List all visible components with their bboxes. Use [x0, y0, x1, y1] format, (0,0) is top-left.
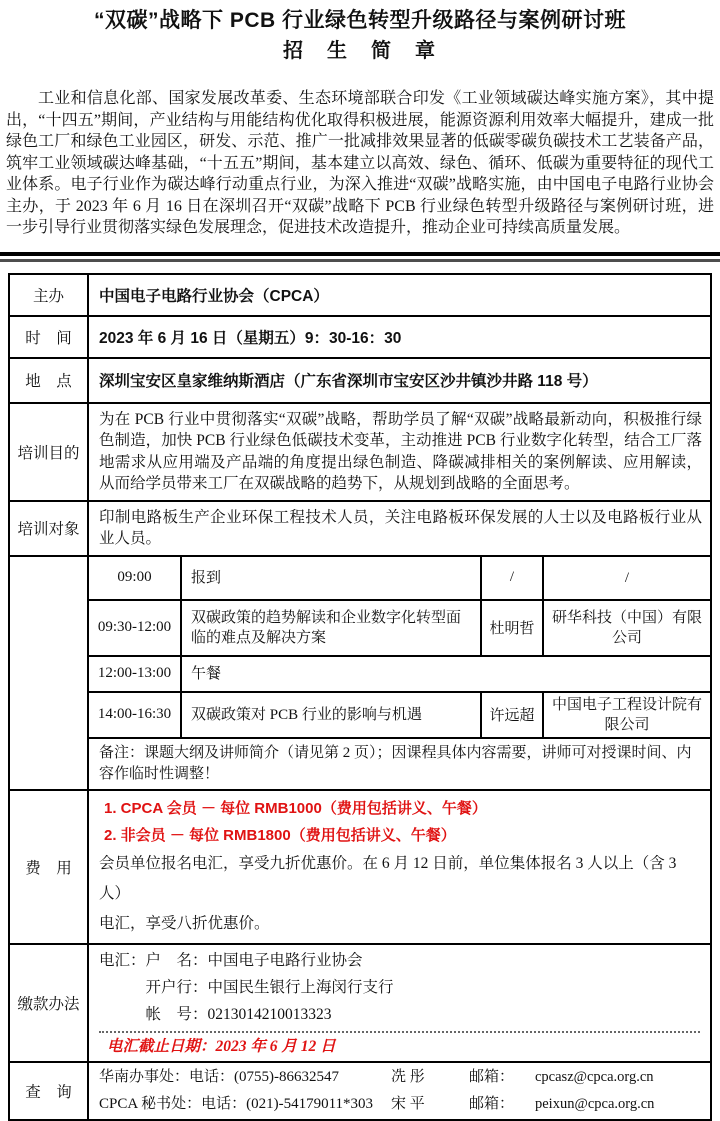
contact-person: 宋 平 [391, 1095, 425, 1112]
row-organizer [9, 274, 711, 316]
audience-value: 印制电路板生产企业环保工程技术人员，关注电路板环保发展的人士以及电路板行业从业人员。 [88, 501, 711, 556]
row-venue [9, 358, 711, 403]
schedule-topic: 报到 [181, 557, 481, 600]
contact-mail-label: 邮箱： [469, 1095, 515, 1112]
row-purpose [9, 403, 711, 501]
schedule-row-lunch [89, 656, 710, 692]
fees-label: 费 用 [9, 790, 88, 944]
schedule-note: 备注：课题大纲及讲师简介（请见第 2 页）；因课程具体内容需要，讲师可对授课时间、内容作临时性调整！ [89, 738, 710, 789]
schedule-label-cell [9, 556, 88, 790]
payment-bank: 开户行：中国民生银行上海闵行支行 [145, 978, 394, 996]
contact-cell [88, 1062, 711, 1120]
document-subtitle: 招 生 简 章 [283, 40, 437, 62]
contact-label: 查 询 [9, 1062, 88, 1120]
dotted-separator [99, 1031, 700, 1033]
seminar-notice-document [0, 8, 720, 1112]
schedule-topic: 双碳政策对 PCB 行业的影响与机遇 [181, 692, 481, 738]
schedule-row-registration [89, 557, 710, 600]
payment-account-number: 帐 号：0213014210013323 [145, 1005, 332, 1023]
schedule-row-morning-session [89, 600, 710, 656]
row-payment [9, 944, 711, 1062]
payment-account-name: 电汇：户 名：中国电子电路行业协会 [99, 951, 363, 969]
fee-nonmember-line: 2. 非会员 － 每位 RMB1800（费用包括讲义、午餐） [104, 826, 456, 844]
row-schedule [9, 556, 711, 790]
contact-person: 冼 彤 [391, 1068, 425, 1085]
schedule-speaker: / [481, 557, 543, 600]
audience-label: 培训对象 [9, 501, 88, 556]
purpose-label: 培训目的 [9, 403, 88, 501]
schedule-speaker: 杜明哲 [481, 600, 543, 656]
contact-email: peixun@cpca.org.cn [535, 1095, 655, 1112]
row-audience [9, 501, 711, 556]
fees-cell [88, 790, 711, 944]
payment-label: 缴款办法 [9, 944, 88, 1062]
schedule-cell [88, 556, 711, 790]
fee-discount-line-1: 会员单位报名电汇，享受九折优惠价。在 6 月 12 日前，单位集体报名 3 人以上（含 3 人） [99, 854, 677, 902]
organizer-value: 中国电子电路行业协会（CPCA） [88, 274, 711, 316]
intro-paragraph: 工业和信息化部、国家发展改革委、生态环境部联合印发《工业领域碳达峰实施方案》，其中提出，“十四五”期间，产业结构与用能结构优化取得积极进展，能源资源利用效率大幅提升，建成一批绿色工厂和绿色工业园区，研发、示范、推广一批减排效果显著的低碳零碳负碳技术工艺装备产品，筑牢工业领域碳达峰基础，“十五五”期间，基本建立以高效、绿色、循环、低碳为重要特征的现代工业体系。电子行业作为碳达峰行动重点行业，为深入推进“双碳”战略实施，由中国电子电路行业协会主办，于 2023 年 6 月 16 日在深圳召开“双碳”战略下 PCB 行业绿色转型升级路径与案例研讨班，进一步引导行业贯彻落实绿色发展理念，促进技术改造提升，推动企业可持续高质量发展。 [6, 90, 714, 236]
info-table [8, 273, 712, 1121]
contact-office-phone: CPCA 秘书处：电话：(021)-54179011*303 [99, 1095, 374, 1112]
time-value: 2023 年 6 月 16 日（星期五）9：30-16：30 [88, 316, 711, 358]
schedule-topic: 双碳政策的趋势解读和企业数字化转型面临的难点及解决方案 [181, 600, 481, 656]
schedule-row-afternoon-session [89, 692, 710, 738]
purpose-value: 为在 PCB 行业中贯彻落实“双碳”战略，帮助学员了解“双碳”战略最新动向，积极推行绿色制造，加快 PCB 行业绿色低碳技术变革，主动推进 PCB 行业数字化转型，结合工厂落地需求从应用端及产品端的角度提出绿色制造、降碳减排相关的案例解读、应用解读，从而给学员带来工厂在双碳战略的趋势下，从规划到战略的全面思考。 [88, 403, 711, 501]
time-label: 时 间 [9, 316, 88, 358]
venue-value: 深圳宝安区皇家维纳斯酒店（广东省深圳市宝安区沙井镇沙井路 118 号） [88, 358, 711, 403]
fee-member-line: 1. CPCA 会员 － 每位 RMB1000（费用包括讲义、午餐） [104, 799, 487, 817]
contact-office-phone: 华南办事处：电话：(0755)-86632547 [99, 1068, 339, 1085]
contact-row-south-china [99, 1064, 700, 1091]
schedule-note-row [89, 738, 710, 789]
schedule-company: 中国电子工程设计院有限公司 [543, 692, 710, 738]
schedule-time: 09:00 [89, 557, 181, 600]
schedule-time: 09:30-12:00 [89, 600, 181, 656]
document-title: “双碳”战略下 PCB 行业绿色转型升级路径与案例研讨班 [93, 9, 626, 32]
fee-discount-line-2: 电汇，享受八折优惠价。 [99, 914, 270, 932]
row-contact [9, 1062, 711, 1120]
schedule-company: 研华科技（中国）有限公司 [543, 600, 710, 656]
row-time [9, 316, 711, 358]
contact-row-secretariat [99, 1091, 700, 1118]
schedule-time: 14:00-16:30 [89, 692, 181, 738]
payment-deadline: 电汇截止日期：2023 年 6 月 12 日 [107, 1037, 336, 1055]
double-rule-divider [0, 252, 720, 262]
row-fees [9, 790, 711, 944]
schedule-topic: 午餐 [181, 656, 710, 692]
venue-label: 地 点 [9, 358, 88, 403]
contact-mail-label: 邮箱： [469, 1068, 515, 1085]
schedule-time: 12:00-13:00 [89, 656, 181, 692]
payment-cell [88, 944, 711, 1062]
schedule-table [89, 557, 710, 789]
schedule-company: / [543, 557, 710, 600]
organizer-label: 主办 [9, 274, 88, 316]
schedule-speaker: 许远超 [481, 692, 543, 738]
contact-email: cpcasz@cpca.org.cn [535, 1068, 654, 1085]
